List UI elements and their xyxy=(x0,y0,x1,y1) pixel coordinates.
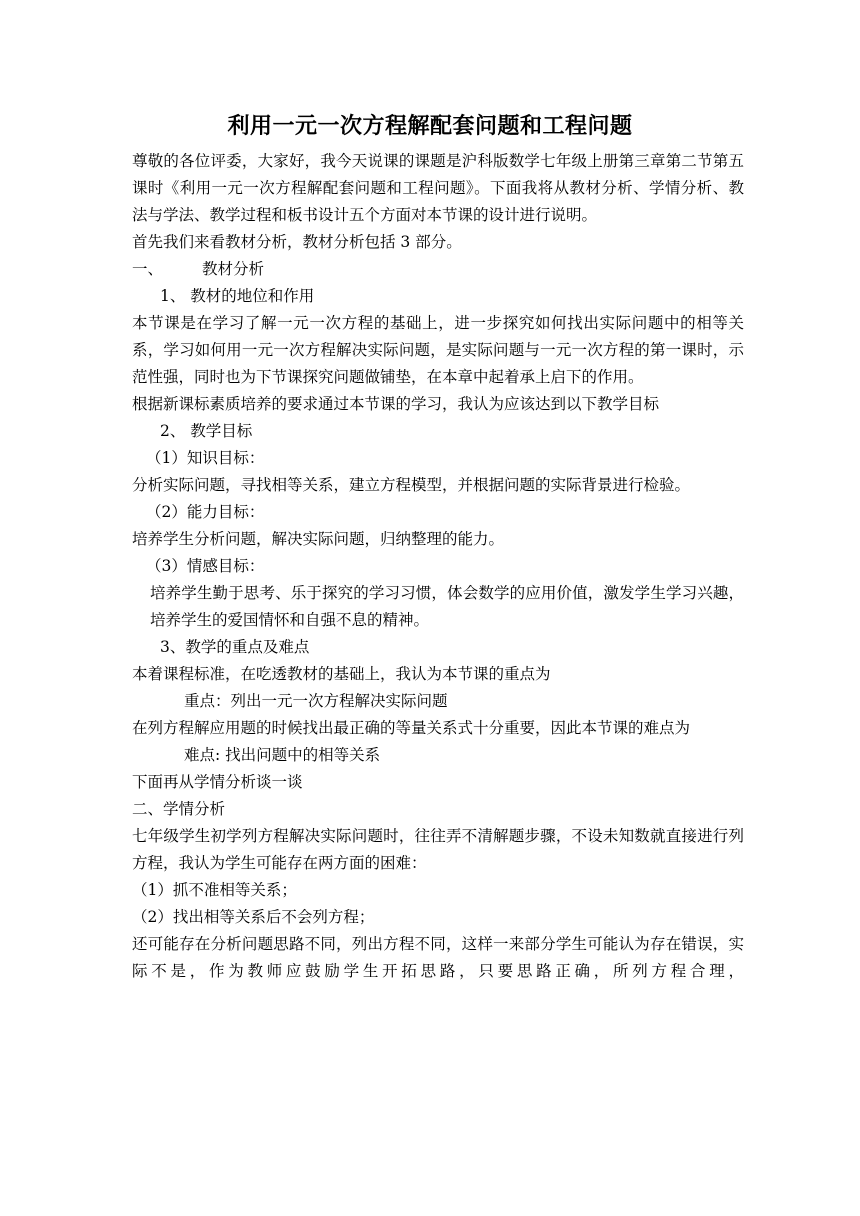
key-point-intro: 本着课程标准，在吃透教材的基础上，我认为本节课的重点为 xyxy=(132,665,551,683)
subsection-1-transition: 根据新课标素质培养的要求通过本节课的学习，我认为应该达到以下教学目标 xyxy=(132,395,660,413)
knowledge-goal-text: 分析实际问题，寻找相等关系，建立方程模型，并根据问题的实际背景进行检验。 xyxy=(132,476,691,494)
difficulty-item-1: （1）抓不准相等关系； xyxy=(132,881,297,899)
section-2-heading: 二、学情分析 xyxy=(132,800,226,818)
key-point: 重点：列出一元一次方程解决实际问题 xyxy=(184,692,448,710)
intro-paragraph-2: 首先我们来看教材分析，教材分析包括 3 部分。 xyxy=(132,233,462,251)
section-2-text: 七年级学生初学列方程解决实际问题时，往往弄不清解题步骤，不设未知数就直接进行列方程，我认为学生可能存在两方面的困难： xyxy=(132,827,744,872)
difficulty-item-2: （2）找出相等关系后不会列方程； xyxy=(132,908,375,926)
knowledge-goal-label: （1）知识目标： xyxy=(146,449,265,467)
document-title: 利用一元一次方程解配套问题和工程问题 xyxy=(227,114,633,139)
ability-goal-label: （2）能力目标： xyxy=(146,503,265,521)
subsection-1-text: 本节课是在学习了解一元一次方程的基础上，进一步探究如何找出实际问题中的相等关系，学习如何用一元一次方程解决实际问题，是实际问题与一元一次方程的第一课时，示范性强，同时也为下节课探究问题做铺垫，在本章中起着承上启下的作用。 xyxy=(132,314,744,386)
section-1-title: 教材分析 xyxy=(202,260,265,278)
subsection-3-transition: 下面再从学情分析谈一谈 xyxy=(132,773,303,791)
document-body xyxy=(132,148,744,985)
subsection-3-heading: 3、教学的重点及难点 xyxy=(160,638,310,656)
emotion-goal-text: 培养学生勤于思考、乐于探究的学习习惯，体会数学的应用价值，激发学生学习兴趣，培养学生的爱国情怀和自强不息的精神。 xyxy=(150,584,744,629)
subsection-2-heading: 2、 教学目标 xyxy=(160,422,253,440)
difficulty-intro: 在列方程解应用题的时候找出最正确的等量关系式十分重要，因此本节课的难点为 xyxy=(132,719,691,737)
emotion-goal-label: （3）情感目标： xyxy=(146,557,265,575)
difficulty-point: 难点: 找出问题中的相等关系 xyxy=(184,746,381,764)
ability-goal-text: 培养学生分析问题，解决实际问题，归纳整理的能力。 xyxy=(132,530,505,548)
section-1-number: 一、 xyxy=(132,260,164,278)
section-2-tail: 还可能存在分析问题思路不同，列出方程不同，这样一来部分学生可能认为存在错误，实际不是，作为教师应鼓励学生开拓思路，只要思路正确，所列方程合理， xyxy=(132,935,744,980)
intro-paragraph: 尊敬的各位评委，大家好，我今天说课的课题是沪科版数学七年级上册第三章第二节第五课时《利用一元一次方程解配套问题和工程问题》。下面我将从教材分析、学情分析、教法与学法、教学过程和板书设计五个方面对本节课的设计进行说明。 xyxy=(132,152,744,224)
subsection-1-heading: 1、 教材的地位和作用 xyxy=(160,287,315,305)
section-1-heading xyxy=(132,256,744,283)
